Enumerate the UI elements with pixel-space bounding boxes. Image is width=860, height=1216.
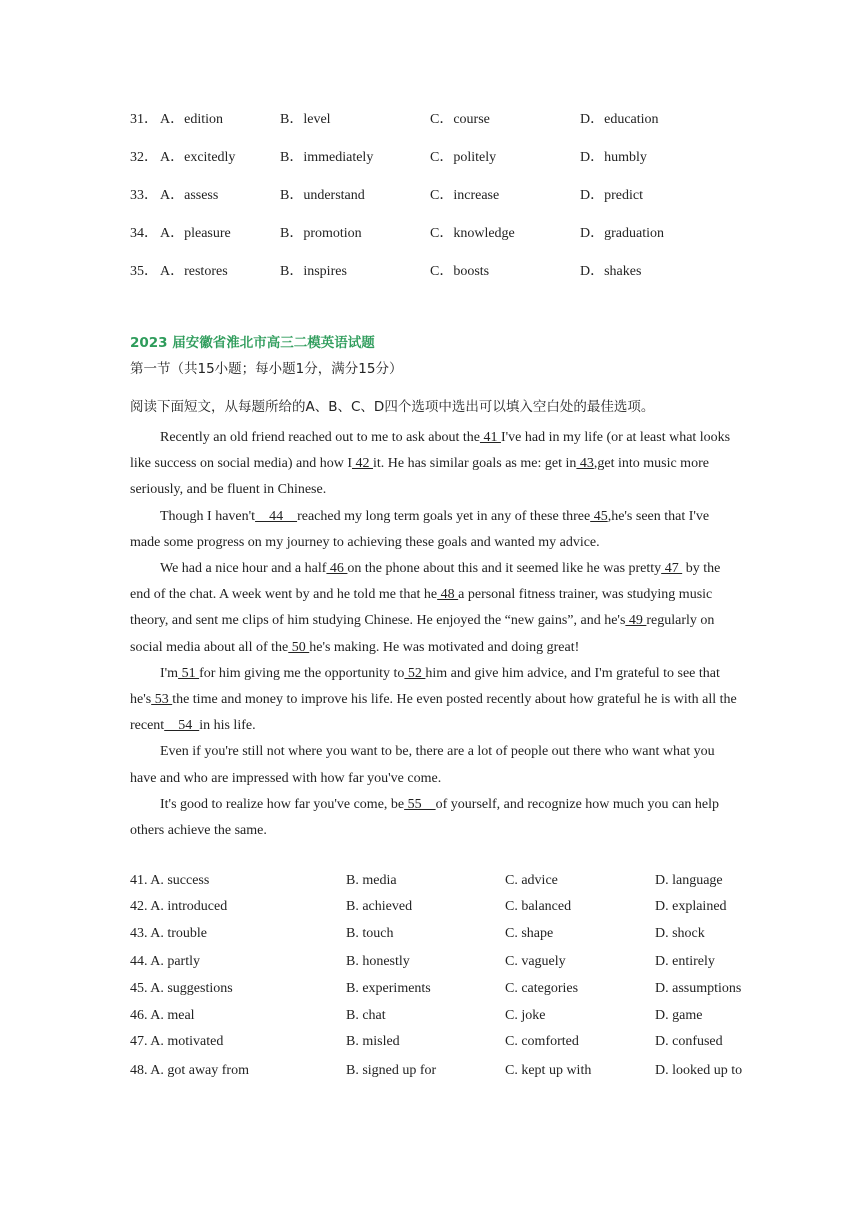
option-c: C．politely [430, 150, 497, 165]
option-b: B．understand [280, 188, 365, 203]
option-b: B. honestly [346, 954, 410, 969]
blank: 50 [288, 639, 310, 655]
option-b: B. media [346, 873, 397, 888]
question-row [0, 1034, 860, 1054]
option-b: B．level [280, 112, 331, 127]
blank: 55 [404, 796, 436, 812]
option-a: 47. A. motivated [130, 1034, 224, 1049]
passage-paragraph [130, 661, 740, 740]
option-c: C．knowledge [430, 226, 515, 241]
option-b: B．inspires [280, 264, 347, 279]
option-d: D．humbly [580, 150, 647, 165]
question-row [0, 1063, 860, 1083]
option-a: 48. A. got away from [130, 1063, 249, 1078]
question-row [0, 899, 860, 919]
option-a: A．pleasure [160, 226, 231, 241]
question-row [0, 1008, 860, 1028]
option-b: B. touch [346, 926, 394, 941]
blank: 47 [661, 561, 683, 577]
passage [130, 425, 740, 844]
passage-text: It's good to realize how far you've come, be [160, 796, 405, 812]
option-d: D. confused [655, 1034, 723, 1049]
question-number: 31． [130, 112, 158, 127]
blank: 48 [437, 587, 459, 603]
option-a: 43. A. trouble [130, 926, 207, 941]
question-number: 35． [130, 264, 158, 279]
option-c: C．course [430, 112, 490, 127]
passage-text: a personal fitness trainer, was studying music theory, and sent me clips of him studying Chinese. He enjoyed the “new gains”, and he's [130, 587, 713, 629]
option-b: B. chat [346, 1008, 386, 1023]
passage-text: I'm [160, 665, 179, 681]
passage-text: ,he's seen that I've made some progress on my journey to achieving these goals and wanted my advice. [130, 508, 710, 550]
question-number: 34． [130, 226, 158, 241]
option-a: 45. A. suggestions [130, 981, 233, 996]
passage-text: regularly on social media about all of the [130, 613, 715, 655]
passage-text: of yourself, and recognize how much you can help others achieve the same. [130, 796, 720, 839]
option-a: 41. A. success [130, 873, 210, 888]
question-row [0, 981, 860, 1001]
passage-text: I've had in my life (or at least what looks like success on social media) and how I [130, 430, 731, 472]
option-a: 42. A. introduced [130, 899, 228, 914]
option-c: C. advice [505, 873, 558, 888]
option-a: A．assess [160, 188, 219, 203]
option-a: A．restores [160, 264, 228, 279]
passage-text: Though I haven't [160, 508, 256, 524]
question-row [0, 926, 860, 946]
question-row [0, 108, 860, 128]
question-number: 32． [130, 150, 158, 165]
question-row [0, 873, 860, 893]
option-b: B. achieved [346, 899, 413, 914]
option-d: D．education [580, 112, 659, 127]
passage-text: reached my long term goals yet in any of these three [297, 508, 591, 524]
question-row [0, 146, 860, 166]
passage-text: ,get into music more seriously, and be fluent in Chinese. [130, 456, 709, 498]
passage-text: for him giving me the opportunity to [199, 665, 405, 681]
option-d: D. shock [655, 926, 705, 941]
blank: 53 [151, 692, 173, 708]
blank: 54 [164, 718, 200, 734]
option-c: C．boosts [430, 264, 490, 279]
passage-text: by the end of the chat. A week went by and he told me that he [130, 561, 721, 603]
option-a: A．edition [160, 112, 223, 127]
option-b: B．immediately [280, 150, 374, 165]
blank: 51 [178, 665, 200, 681]
option-c: C. shape [505, 926, 554, 941]
option-c: C. categories [505, 981, 579, 996]
passage-text: he's making. He was motivated and doing great! [309, 639, 580, 655]
option-c: C. balanced [505, 899, 572, 914]
passage-text: Recently an old friend reached out to me to ask about the [160, 430, 480, 445]
option-d: D. game [655, 1008, 703, 1023]
option-c: C. kept up with [505, 1063, 592, 1078]
passage-text: him and give him advice, and I'm grateful to see that he's [130, 665, 720, 708]
option-c: C. joke [505, 1008, 546, 1023]
blank: 41 [479, 430, 501, 445]
option-b: B．promotion [280, 226, 362, 241]
passage-paragraph [130, 556, 740, 661]
option-a: 46. A. meal [130, 1008, 195, 1023]
blank: 46 [326, 561, 348, 577]
passage-paragraph [130, 739, 740, 791]
passage-text: We had a nice hour and a half [160, 561, 327, 577]
blank: 45 [590, 508, 608, 524]
option-b: B. experiments [346, 981, 431, 996]
option-d: D．predict [580, 188, 643, 203]
section-title: 2023 届安徽省淮北市高三二模英语试题 [130, 335, 375, 351]
option-c: C. comforted [505, 1034, 579, 1049]
option-a: 44. A. partly [130, 954, 200, 969]
option-d: D．shakes [580, 264, 642, 279]
passage-text: on the phone about this and it seemed like he was pretty [347, 561, 662, 577]
option-d: D. assumptions [655, 981, 742, 996]
option-a: A．excitedly [160, 150, 236, 165]
passage-paragraph [130, 504, 740, 556]
option-d: D．graduation [580, 226, 664, 241]
option-b: B. misled [346, 1034, 400, 1049]
option-d: D. language [655, 873, 723, 888]
blank: 43 [576, 456, 594, 472]
question-row [0, 260, 860, 280]
passage-text: the time and money to improve his life. He even posted recently about how grateful he is with all the recent [130, 692, 737, 734]
blank: 52 [404, 665, 426, 681]
blank: 49 [625, 613, 647, 629]
passage-text: it. He has similar goals as me: get in [373, 456, 577, 472]
blank: 44 [255, 508, 298, 524]
passage-paragraph [130, 792, 740, 844]
question-number: 33． [130, 188, 158, 203]
option-c: C．increase [430, 188, 500, 203]
option-b: B. signed up for [346, 1063, 437, 1078]
passage-paragraph [130, 425, 740, 504]
question-row [0, 954, 860, 974]
option-d: D. explained [655, 899, 727, 914]
option-d: D. entirely [655, 954, 715, 969]
blank: 42 [352, 456, 373, 472]
question-row [0, 184, 860, 204]
instructions: 阅读下面短文，从每题所给的A、B、C、D四个选项中选出可以填入空白处的最佳选项。 [130, 399, 655, 415]
option-c: C. vaguely [505, 954, 566, 969]
section-subtitle: 第一节（共15小题；每小题1分，满分15分） [130, 361, 403, 377]
option-d: D. looked up to [655, 1063, 743, 1078]
question-row [0, 222, 860, 242]
passage-text: Even if you're still not where you want to be, there are a lot of people out there who want what you have and who are impressed with how far you've come. [130, 744, 715, 786]
passage-text: in his life. [199, 718, 256, 734]
